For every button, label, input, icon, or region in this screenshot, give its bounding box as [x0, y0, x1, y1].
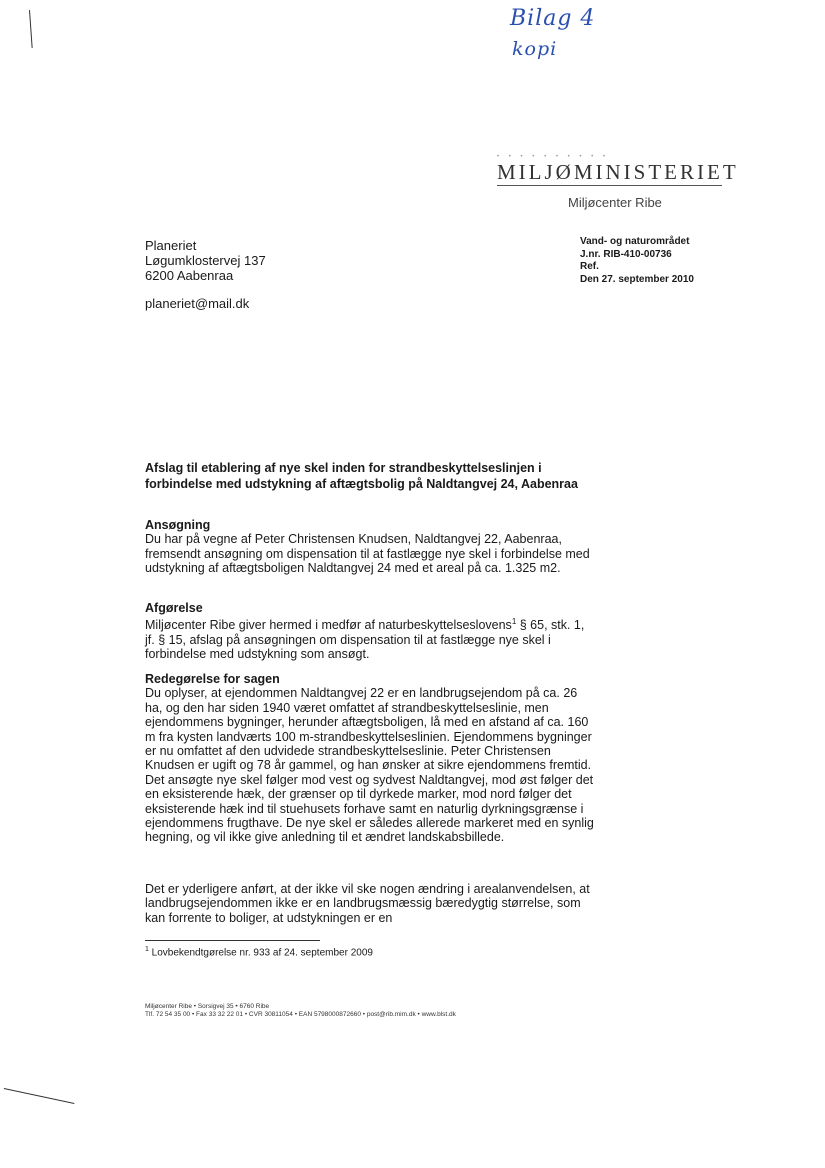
- footnote: $^1$ Lovbekendtgørelse nr. 933 af 24. september 2009: [145, 946, 373, 959]
- handwritten-note-bilag: Bilag 4: [510, 6, 596, 31]
- letter-subject: Afslag til etablering af nye skel inden for strandbeskyttelseslinjen i forbindelse med udstykning af aftægtsbolig på Naldtangvej 24, Aabenraa: [145, 461, 578, 491]
- scan-mark-bottom-left: [4, 1088, 75, 1104]
- section-text: Du har på vegne af Peter Christensen Knudsen, Naldtangvej 22, Aabenraa, fremsendt ansøgning om dispensation til at fastlægge nye skel i forbindelse med udstykning af aftægtsboligen Naldtangvej 24 med et areal på ca. 1.325 m2.: [145, 532, 590, 576]
- ministry-logo: MILJØMINISTERIET: [497, 160, 739, 184]
- department: Vand- og naturområdet: [580, 236, 690, 247]
- footnote-rule: [145, 940, 320, 941]
- letter-date: Den 27. september 2010: [580, 273, 694, 285]
- logo-dots: • • • • • • • • • •: [497, 154, 610, 160]
- case-meta: [580, 236, 694, 286]
- footnote-ref: 1: [511, 617, 517, 627]
- recipient-city: 6200 Aabenraa: [145, 268, 234, 283]
- section-heading: Afgørelse: [145, 601, 203, 615]
- recipient-street: Løgumklostervej 137: [145, 253, 266, 268]
- recipient-address: [145, 238, 266, 283]
- section-heading: Redegørelse for sagen: [145, 672, 280, 686]
- section-text: Du oplyser, at ejendommen Naldtangvej 22 er en landbrugsejendom på ca. 26 ha, og den har siden 1940 været omfattet af strandbeskyttelseslinie, men ejendommens bygninger, herunder aftægtsboligen, lå med en afstand af ca. 160 m fra kysten landværts 100 m-strandbeskyttelseslinien. Ejendommens bygninger er nu omfattet af den udvidede strandbeskyttelseslinie. Peter Christensen Knudsen er ugift og 78 år gammel, og han ønsker at sikre ejendommens fremtid. Det ansøgte nye skel følger mod vest og sydvest Naldtangvej, mod øst følger det en eksisterende hæk, der grænser op til dyrkede marker, mod nord følger det eksisterende hæk ind til stuehusets forhave samt en naturlig dyrkningsgrænse i ejendommens frugthave. De nye skel er således allerede markeret med en synlig hegning, og vil ikke give anledning til et ændret landskabsbillede.: [145, 686, 594, 845]
- logo-rule: [497, 185, 722, 186]
- handwritten-note-kopi: kopi: [512, 38, 558, 60]
- footer-contact: Tlf. 72 54 35 00 • Fax 33 32 22 01 • CVR 30811054 • EAN 5798000872660 • post@rib.mim.dk • www.blst.dk: [145, 1011, 456, 1018]
- further-paragraph: Det er yderligere anført, at der ikke vil ske nogen ændring i arealanvendelsen, at landbrugsejendommen ikke er en landbrugsmæssig bæredygtig størrelse, som kan forrente to boliger, at udstykningen er en: [145, 882, 590, 925]
- recipient-email: planeriet@mail.dk: [145, 296, 250, 311]
- section-ansogning: [145, 518, 595, 576]
- recipient-name: Planeriet: [145, 238, 197, 253]
- journal-number: J.nr. RIB-410-00736: [580, 248, 672, 260]
- section-redegorelse: [145, 672, 595, 845]
- page-footer: [145, 1003, 456, 1019]
- reference: Ref.: [580, 261, 599, 272]
- scan-mark-top-left: [29, 10, 33, 48]
- section-afgorelse: [145, 601, 595, 662]
- section-text: Miljøcenter Ribe giver hermed i medfør af naturbeskyttelseslovens$^1$ § 65, stk. 1, jf. § 15, afslag på ansøgningen om dispensation til at fastlægge nye skel i forbindelse med udstykning som ansøgt.: [145, 617, 585, 662]
- center-name: Miljøcenter Ribe: [568, 195, 662, 210]
- section-heading: Ansøgning: [145, 518, 211, 532]
- footer-address: Miljøcenter Ribe • Sorsigvej 35 • 6760 Ribe: [145, 1003, 270, 1010]
